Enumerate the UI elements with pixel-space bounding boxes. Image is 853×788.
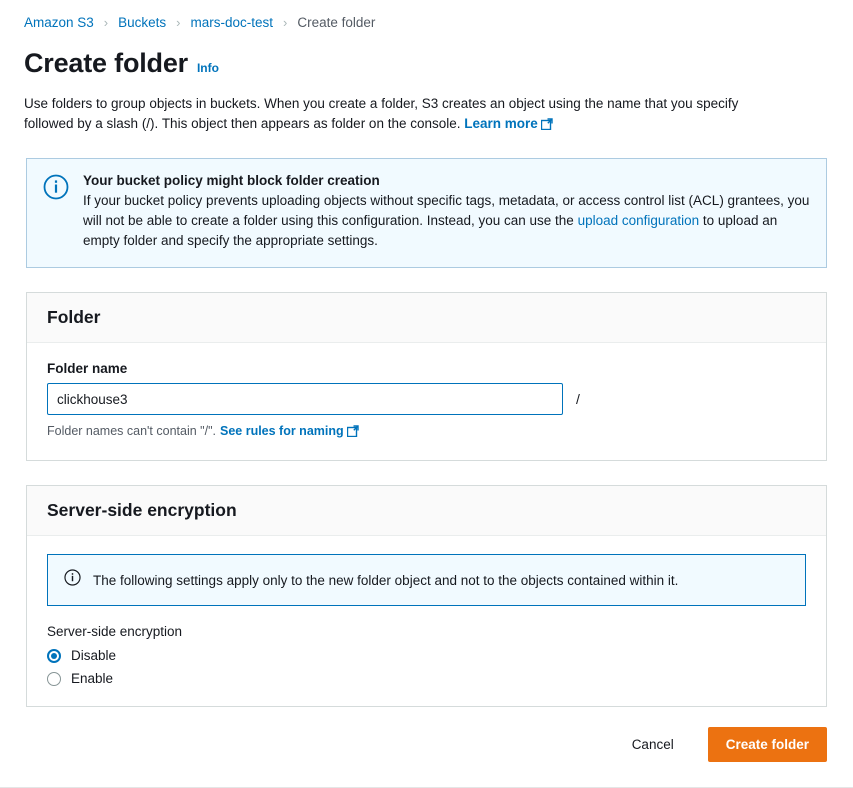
info-circle-icon [64,569,81,591]
encryption-section-heading: Server-side encryption [47,500,237,520]
folder-name-hint [47,424,806,440]
info-circle-icon [43,174,69,205]
folder-name-label: Folder name [47,361,128,376]
breadcrumb-separator-icon: › [176,14,181,30]
create-folder-button[interactable]: Create folder [708,727,827,762]
breadcrumb-item-buckets[interactable]: Buckets [118,14,167,30]
encryption-radio-group-label: Server-side encryption [47,624,183,639]
encryption-card [26,485,827,707]
breadcrumb-item-current: Create folder [297,14,376,30]
folder-name-input[interactable] [47,383,563,415]
radio-label-enable: Enable [71,671,114,686]
learn-more-link[interactable] [464,116,553,131]
encryption-card-header [27,486,826,536]
encryption-card-body [27,536,826,706]
external-link-icon [541,116,553,136]
form-actions [0,707,853,762]
upload-configuration-link[interactable]: upload configuration [577,213,700,228]
alert-title: Your bucket policy might block folder creation [83,173,380,188]
radio-option-enable[interactable] [47,671,806,686]
alert-body [83,173,810,251]
naming-rules-label: See rules for naming [219,424,344,438]
page-title-row [0,34,853,80]
learn-more-label: Learn more [464,116,538,131]
naming-rules-link[interactable] [220,424,359,438]
cancel-button[interactable]: Cancel [614,729,692,760]
bucket-policy-alert [26,158,827,268]
alert-text-part1: If your bucket policy prevents uploading objects without specific tags, metadata, or access control list (ACL) grantees, you will not be able to create a folder using this configuration. Instead, you can use the [83,193,810,228]
encryption-info-text: The following settings apply only to the new folder object and not to the objects contained within it. [93,572,679,588]
radio-option-disable[interactable] [47,648,806,663]
alert-text [83,191,810,251]
folder-card-body [27,343,826,460]
radio-label-disable: Disable [71,648,117,663]
page-description [0,80,790,136]
page-title: Create folder [24,48,188,78]
breadcrumb-item-amazon-s3[interactable]: Amazon S3 [24,14,94,30]
breadcrumb [0,0,853,34]
radio-indicator-enable[interactable] [47,672,61,686]
folder-section-heading: Folder [47,307,101,327]
info-link[interactable]: Info [196,61,219,75]
folder-name-hint-text: Folder names can't contain "/". [47,424,216,438]
breadcrumb-separator-icon: › [103,14,109,30]
folder-card [26,292,827,461]
alert-text-part2: to upload an empty folder and specify the appropriate settings. [83,213,778,248]
external-link-icon [347,425,359,440]
folder-card-header [27,293,826,343]
folder-name-suffix: / [576,391,580,407]
radio-indicator-disable[interactable] [47,649,61,663]
breadcrumb-separator-icon: › [283,14,288,30]
page-description-text: Use folders to group objects in buckets. When you create a folder, S3 creates an object using the name that you specify followed by a slash (/). This object then appears as folder on the console. [24,96,739,131]
encryption-info-box [47,554,806,606]
breadcrumb-item-bucket-name[interactable]: mars-doc-test [190,14,274,30]
folder-name-row [47,383,806,415]
